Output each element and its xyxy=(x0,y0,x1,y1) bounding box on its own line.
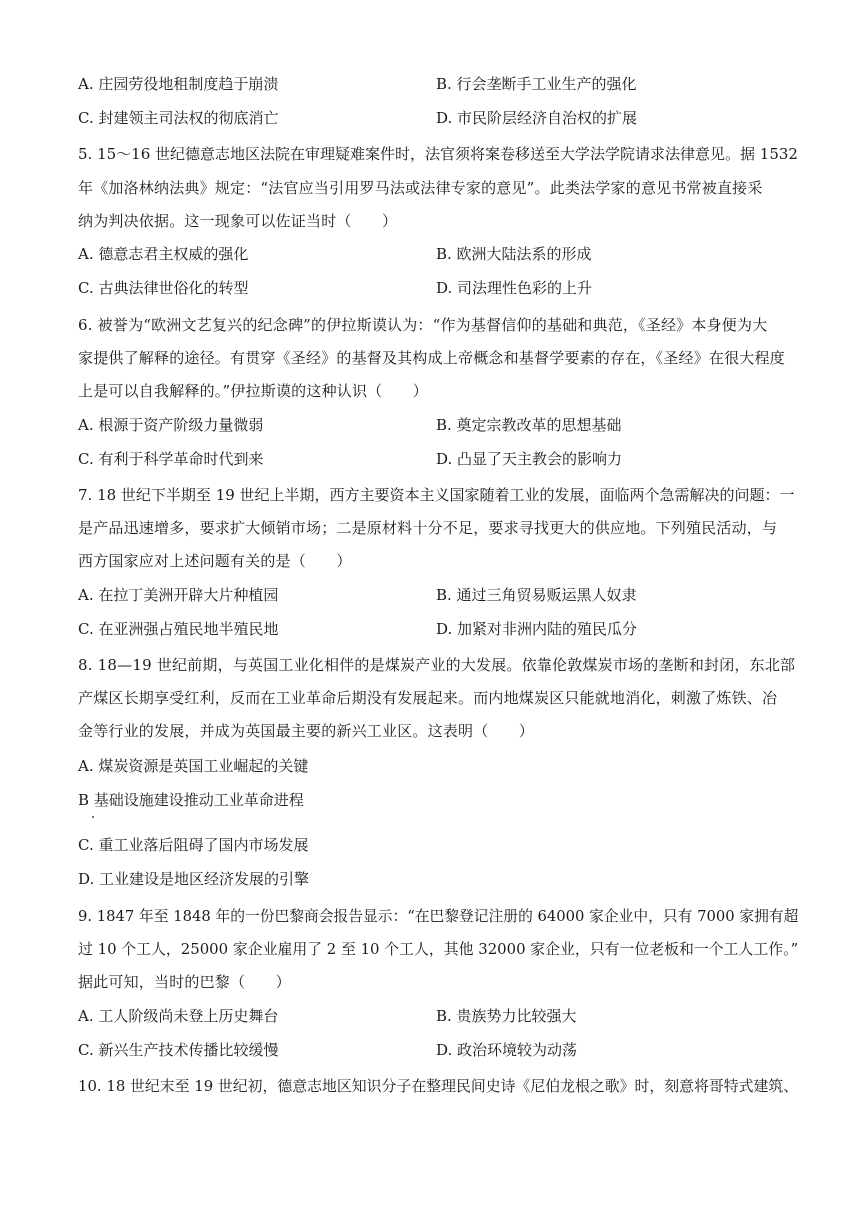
q9-option-b[interactable]: B. 贵族势力比较强大 xyxy=(436,1007,577,1025)
q6-stem-line-1: 6. 被誉为“欧洲文艺复兴的纪念碑”的伊拉斯谟认为：“作为基督信仰的基础和典范，《圣经》本身便为大 xyxy=(78,316,768,334)
q6-option-a[interactable]: A. 根源于资产阶级力量微弱 xyxy=(78,416,264,434)
q8-stem-line-3: 金等行业的发展，并成为英国最主要的新兴工业区。这表明（ ） xyxy=(78,722,535,740)
q6-stem-line-3: 上是可以自我解释的。”伊拉斯谟的这种认识（ ） xyxy=(78,382,428,400)
q7-stem-line-2: 是产品迅速增多，要求扩大倾销市场；二是原材料十分不足，要求寻找更大的供应地。下列殖民活动，与 xyxy=(78,519,778,537)
q6-option-b[interactable]: B. 奠定宗教改革的思想基础 xyxy=(436,416,622,434)
q9-option-a[interactable]: A. 工人阶级尚未登上历史舞台 xyxy=(78,1007,279,1025)
q8-option-d[interactable]: D. 工业建设是地区经济发展的引擎 xyxy=(78,870,310,888)
q7-stem-line-3: 西方国家应对上述问题有关的是（ ） xyxy=(78,552,352,570)
stray-dot-mark xyxy=(92,816,94,818)
q4-option-d[interactable]: D. 市民阶层经济自治权的扩展 xyxy=(436,109,638,127)
q6-stem-line-2: 家提供了解释的途径。有贯穿《圣经》的基督及其构成上帝概念和基督学要素的存在，《圣经》在很大程度 xyxy=(78,349,785,367)
q5-option-a[interactable]: A. 德意志君主权威的强化 xyxy=(78,245,249,263)
q5-stem-line-1: 5. 15～16 世纪德意志地区法院在审理疑难案件时，法官须将案卷移送至大学法学院请求法律意见。据 1532 xyxy=(78,145,798,163)
q10-stem-line-1: 10. 18 世纪末至 19 世纪初，德意志地区知识分子在整理民间史诗《尼伯龙根之歌》时，刻意将哥特式建筑、 xyxy=(78,1077,799,1095)
q6-option-c[interactable]: C. 有利于科学革命时代到来 xyxy=(78,450,264,468)
q7-option-c[interactable]: C. 在亚洲强占殖民地半殖民地 xyxy=(78,620,279,638)
q8-option-a[interactable]: A. 煤炭资源是英国工业崛起的关键 xyxy=(78,757,309,775)
q5-option-d[interactable]: D. 司法理性色彩的上升 xyxy=(436,279,593,297)
q4-option-a[interactable]: A. 庄园劳役地租制度趋于崩溃 xyxy=(78,75,279,93)
q7-option-d[interactable]: D. 加紧对非洲内陆的殖民瓜分 xyxy=(436,620,638,638)
q7-option-a[interactable]: A. 在拉丁美洲开辟大片种植园 xyxy=(78,586,279,604)
q8-option-c[interactable]: C. 重工业落后阻碍了国内市场发展 xyxy=(78,836,309,854)
q8-option-b[interactable]: B 基础设施建设推动工业革命进程 xyxy=(78,791,304,809)
q6-option-d[interactable]: D. 凸显了天主教会的影响力 xyxy=(436,450,623,468)
q9-option-d[interactable]: D. 政治环境较为动荡 xyxy=(436,1041,578,1059)
q5-option-c[interactable]: C. 古典法律世俗化的转型 xyxy=(78,279,249,297)
q9-stem-line-2: 过 10 个工人，25000 家企业雇用了 2 至 10 个工人，其他 32000 家企业，只有一位老板和一个工人工作。” xyxy=(78,940,799,958)
q7-option-b[interactable]: B. 通过三角贸易贩运黑人奴隶 xyxy=(436,586,637,604)
q9-stem-line-1: 9. 1847 年至 1848 年的一份巴黎商会报告显示：“在巴黎登记注册的 64000 家企业中，只有 7000 家拥有超 xyxy=(78,907,799,925)
q9-stem-line-3: 据此可知，当时的巴黎（ ） xyxy=(78,973,291,991)
q5-stem-line-3: 纳为判决依据。这一现象可以佐证当时（ ） xyxy=(78,212,398,230)
q8-stem-line-2: 产煤区长期享受红利，反而在工业革命后期没有发展起来。而内地煤炭区只能就地消化，刺激了炼铁、冶 xyxy=(78,689,778,707)
q4-option-c[interactable]: C. 封建领主司法权的彻底消亡 xyxy=(78,109,279,127)
q4-option-b[interactable]: B. 行会垄断手工业生产的强化 xyxy=(436,75,637,93)
q7-stem-line-1: 7. 18 世纪下半期至 19 世纪上半期，西方主要资本主义国家随着工业的发展，面临两个急需解决的问题：一 xyxy=(78,486,795,504)
q8-stem-line-1: 8. 18—19 世纪前期，与英国工业化相伴的是煤炭产业的大发展。依靠伦敦煤炭市场的垄断和封闭，东北部 xyxy=(78,656,796,674)
q5-stem-line-2: 年《加洛林纳法典》规定：“法官应当引用罗马法或法律专家的意见”。此类法学家的意见书常被直接采 xyxy=(78,179,763,197)
q9-option-c[interactable]: C. 新兴生产技术传播比较缓慢 xyxy=(78,1041,279,1059)
q5-option-b[interactable]: B. 欧洲大陆法系的形成 xyxy=(436,245,592,263)
